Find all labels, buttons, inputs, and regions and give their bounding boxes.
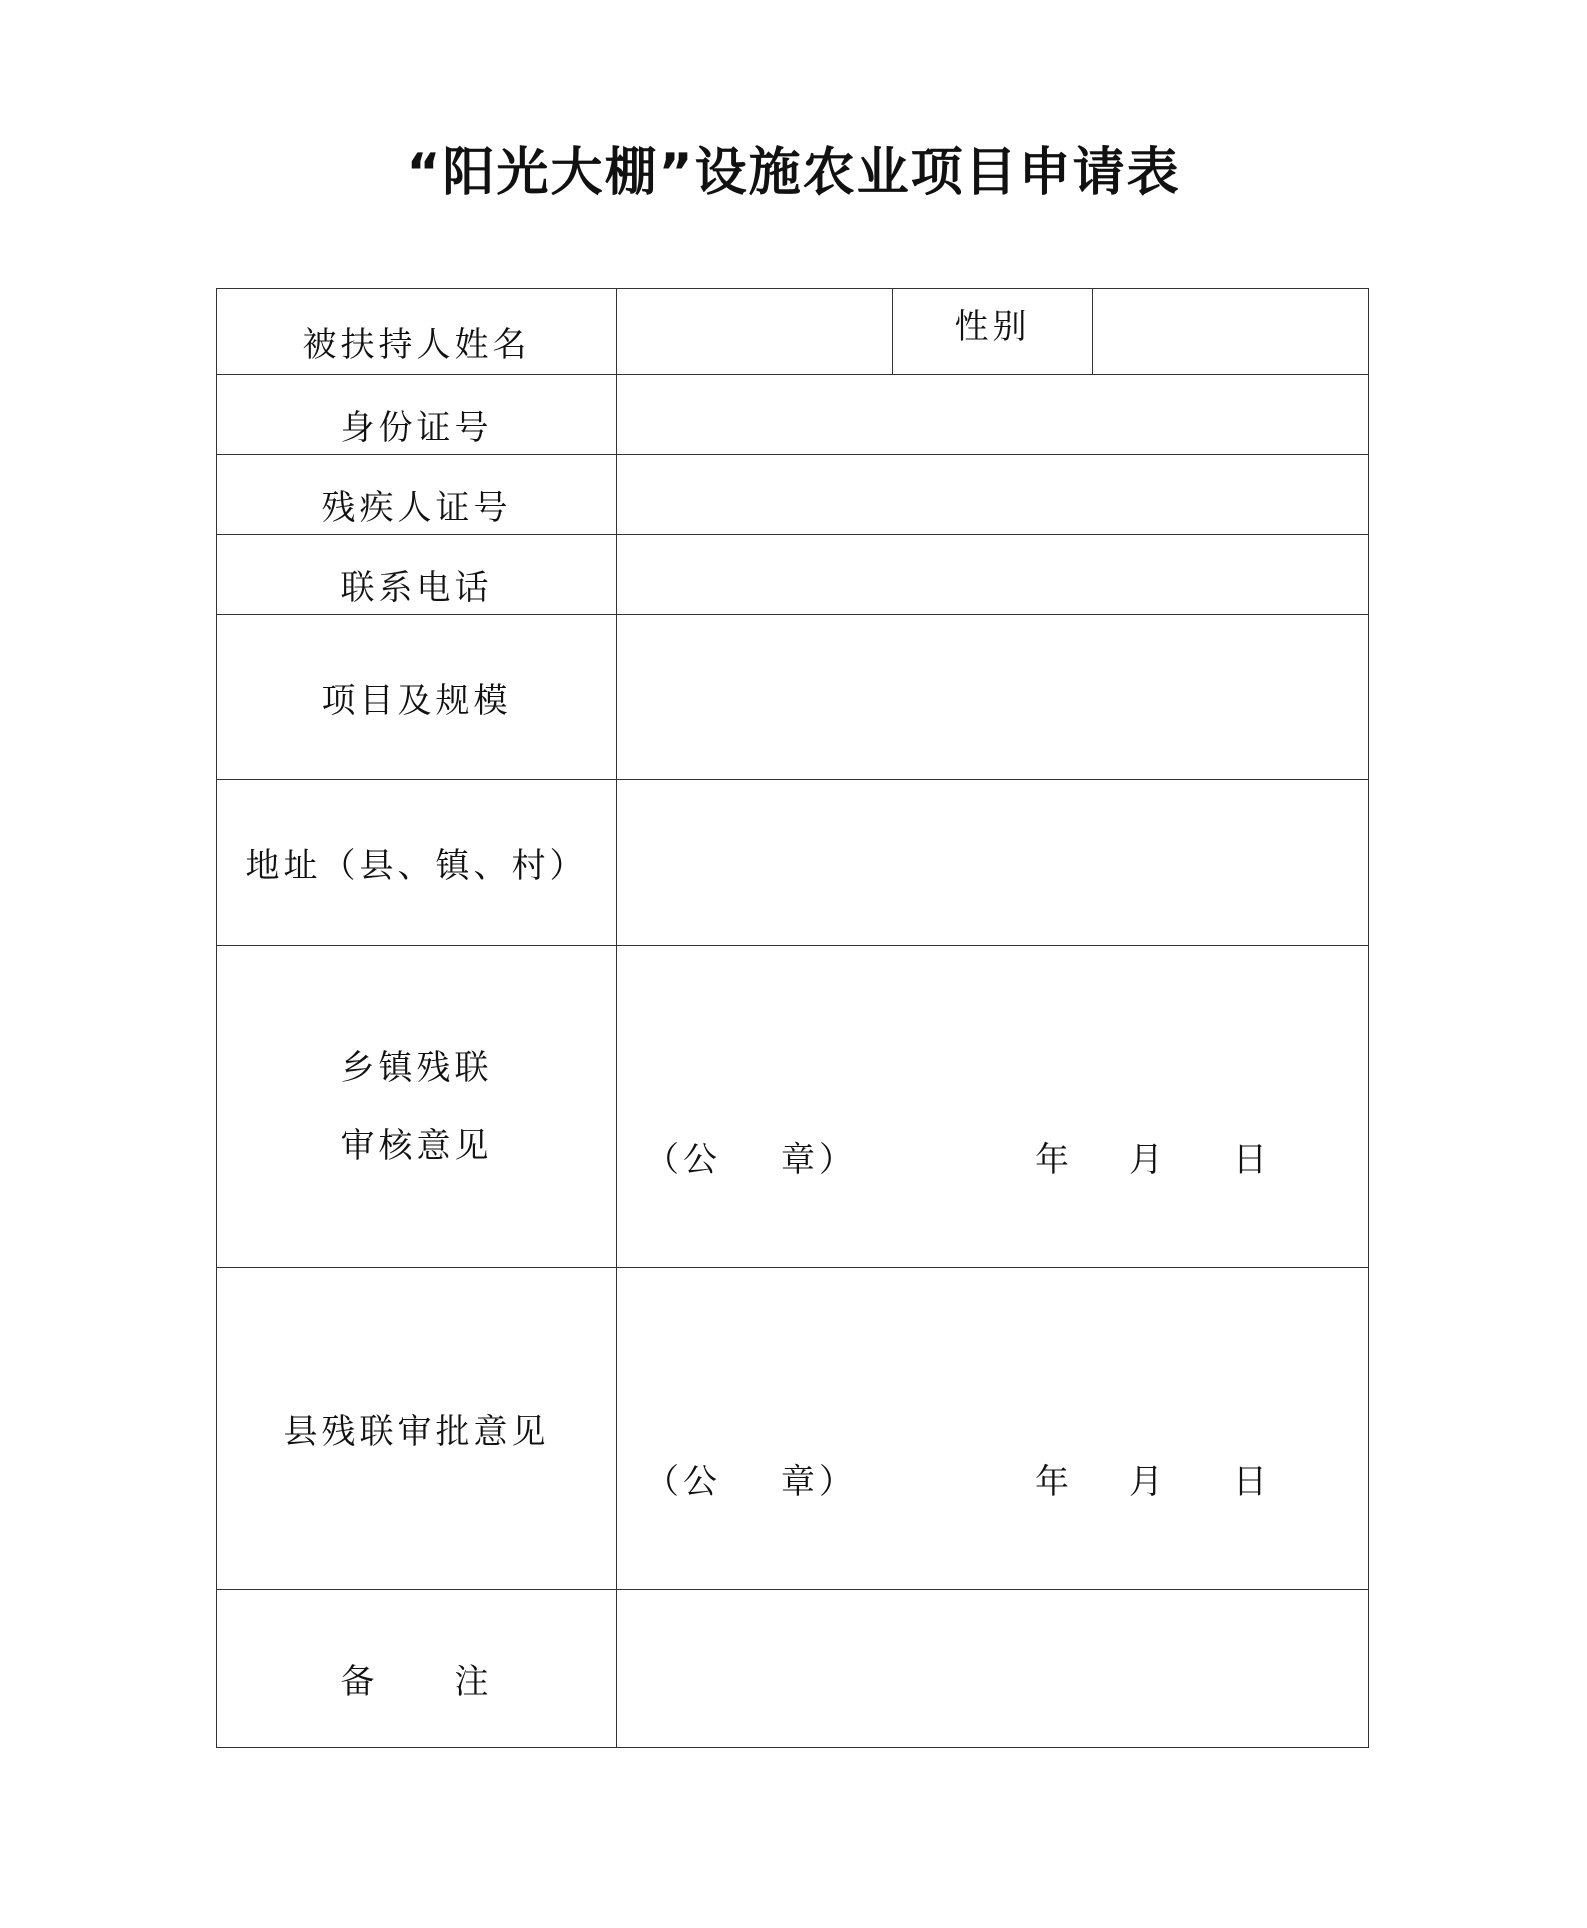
gender-label: 性别 (954, 307, 1031, 347)
remarks-field[interactable] (617, 1590, 1369, 1748)
row-name (217, 289, 1369, 375)
county-seal-open: （公 (645, 1462, 721, 1502)
township-month: 月 (1129, 1140, 1167, 1180)
phone-field[interactable] (617, 535, 1369, 615)
township-year: 年 (1035, 1140, 1073, 1180)
township-review-label-line1: 乡镇残联 (340, 1047, 493, 1088)
row-id (217, 375, 1369, 455)
application-form-table (216, 288, 1369, 1748)
township-seal-open: （公 (645, 1140, 721, 1180)
row-project (217, 615, 1369, 780)
township-review-label (341, 1029, 493, 1185)
county-seal-close: 章） (781, 1462, 857, 1502)
row-remarks (217, 1590, 1369, 1748)
row-disability-id (217, 455, 1369, 535)
row-township-review (217, 946, 1369, 1268)
row-county-approval (217, 1268, 1369, 1590)
county-approval-label-cell (217, 1268, 617, 1590)
name-label: 被扶持人姓名 (302, 325, 531, 365)
remarks-label-cell (217, 1590, 617, 1748)
township-review-label-line2: 审核意见 (340, 1125, 493, 1166)
row-phone (217, 535, 1369, 615)
gender-field[interactable] (1093, 289, 1369, 375)
township-day: 日 (1233, 1140, 1271, 1180)
id-label-cell (217, 375, 617, 455)
project-label: 项目及规模 (321, 680, 512, 721)
gender-label-cell (893, 289, 1093, 375)
township-review-field[interactable] (617, 946, 1369, 1268)
id-field[interactable] (617, 375, 1369, 455)
county-approval-field[interactable] (617, 1268, 1369, 1590)
project-field[interactable] (617, 615, 1369, 780)
county-approval-label: 县残联审批意见 (283, 1412, 550, 1452)
address-field[interactable] (617, 780, 1369, 946)
disability-id-field[interactable] (617, 455, 1369, 535)
disability-id-label-cell (217, 455, 617, 535)
page-title: “阳光大棚”设施农业项目申请表 (406, 143, 1181, 203)
phone-label: 联系电话 (340, 568, 493, 608)
township-review-label-cell (217, 946, 617, 1268)
name-field[interactable] (617, 289, 893, 375)
address-label-cell (217, 780, 617, 946)
project-label-cell (217, 615, 617, 780)
id-label: 身份证号 (340, 408, 493, 448)
county-year: 年 (1035, 1462, 1073, 1502)
name-label-cell (217, 289, 617, 375)
township-seal-close: 章） (781, 1140, 857, 1180)
county-day: 日 (1233, 1462, 1271, 1502)
county-month: 月 (1129, 1462, 1167, 1502)
phone-label-cell (217, 535, 617, 615)
disability-id-label: 残疾人证号 (321, 488, 512, 528)
address-label: 地址（县、镇、村） (245, 846, 588, 886)
remarks-label: 备 注 (340, 1662, 493, 1702)
row-address (217, 780, 1369, 946)
